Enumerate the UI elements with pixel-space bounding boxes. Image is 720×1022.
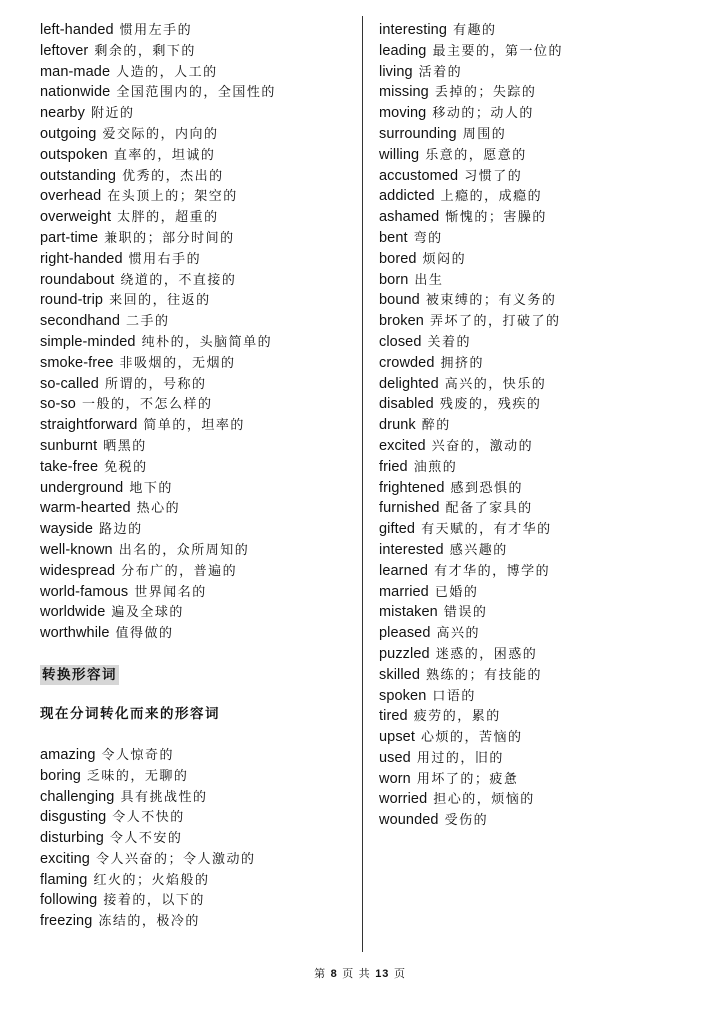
vocab-meaning: 接着的，以下的 [103,893,205,909]
vocab-entry [379,290,699,311]
vocab-meaning: 乐意的，愿意的 [425,147,527,163]
vocab-entry [379,124,699,145]
vocab-meaning: 心烦的，苦恼的 [420,730,523,746]
page-number: 8 [330,968,338,980]
vocab-meaning: 二手的 [126,314,170,330]
vocab-word: willing [379,146,420,163]
vocab-entry [40,911,355,932]
vocab-entry [40,745,355,766]
vocab-meaning: 用过的，旧的 [416,750,504,766]
vocab-word: excited [379,437,426,454]
vocab-word: pleased [379,625,431,642]
vocab-entry [379,810,699,831]
vocab-entry [379,478,699,499]
vocab-word: following [40,892,98,909]
vocab-entry [40,623,355,644]
vocab-word: roundabout [40,271,115,288]
vocab-meaning: 配备了家具的 [445,501,533,517]
vocab-word: bound [379,292,420,309]
vocab-meaning: 惯用左手的 [119,23,193,38]
vocab-word: puzzled [379,645,430,662]
vocab-entry [40,457,355,478]
vocab-word: overweight [40,209,112,226]
vocab-meaning: 丢掉的；失踪的 [434,85,537,101]
vocab-meaning: 世界闻名的 [134,584,207,600]
vocab-word: living [379,63,413,80]
vocab-meaning: 弯的 [413,230,443,246]
vocab-meaning: 绕道的，不直接的 [120,272,237,288]
footer-prefix: 第 [314,967,327,980]
vocab-word: right-handed [40,250,123,267]
section-heading: 转换形容词 [42,666,117,683]
vocab-meaning: 关着的 [427,334,472,350]
vocab-meaning: 弄坏了的，打破了的 [429,314,561,330]
vocab-entry [379,207,699,228]
vocab-entry [379,686,699,707]
vocab-meaning: 错误的 [443,605,488,621]
vocab-word: disgusting [40,809,107,826]
vocab-entry [379,394,699,415]
vocab-word: part-time [40,229,99,246]
vocab-meaning: 出生 [414,272,444,288]
vocab-word: boring [40,767,81,784]
vocab-entry [40,478,355,499]
vocab-word: spoken [379,687,427,704]
vocab-word: frightened [379,479,445,496]
vocab-word: accustomed [379,167,459,184]
vocab-word: drunk [379,417,416,434]
vocab-word: ashamed [379,209,440,226]
vocab-entry [379,623,699,644]
vocab-word: learned [379,562,429,579]
vocab-entry [40,145,355,166]
vocab-word: disabled [379,396,434,413]
right-column [379,20,699,831]
vocab-word: worn [379,770,411,787]
vocab-entry [379,374,699,395]
vocab-word: delighted [379,375,439,392]
vocab-word: crowded [379,354,435,371]
vocab-entry [379,498,699,519]
vocab-word: overhead [40,188,102,205]
vocab-entry [379,748,699,769]
vocab-meaning: 爱交际的，内向的 [102,126,219,142]
vocab-entry [40,270,355,291]
vocab-word: leftover [40,42,89,59]
vocab-entry [40,353,355,374]
vocab-word: disturbing [40,830,104,847]
vocab-word: outgoing [40,125,97,142]
vocab-word: exciting [40,850,90,867]
vocab-meaning: 已婚的 [434,584,479,600]
vocab-meaning: 所谓的，号称的 [104,376,207,392]
vocab-entry [379,789,699,810]
vocab-meaning: 用坏了的；疲惫 [416,771,519,787]
vocab-word: worried [379,791,428,808]
vocab-entry [40,103,355,124]
vocab-meaning: 令人不快的 [112,810,185,826]
vocab-meaning: 移动的；动人的 [432,106,534,122]
vocab-word: closed [379,333,422,350]
vocab-meaning: 熟练的；有技能的 [426,667,543,683]
vocab-meaning: 最主要的，第一位的 [432,43,563,59]
vocab-entry [379,727,699,748]
vocab-entry [40,540,355,561]
vocab-meaning: 路边的 [99,522,143,538]
vocab-meaning: 被束缚的；有义务的 [425,293,557,309]
vocab-meaning: 口语的 [432,688,476,704]
footer-middle: 页 共 [342,967,371,980]
vocab-entry [379,41,699,62]
vocab-entry [40,332,355,353]
vocab-meaning: 高兴的 [436,626,481,642]
vocab-entry [40,849,355,870]
vocab-word: flaming [40,871,88,888]
vocab-word: wayside [40,521,94,538]
vocab-meaning: 冻结的，极冷的 [98,914,200,930]
vocab-word: nearby [40,105,85,122]
vocab-entry [379,311,699,332]
vocab-meaning: 直率的，坦诚的 [113,147,216,163]
vocab-meaning: 值得做的 [115,626,174,642]
vocab-word: outstanding [40,167,117,184]
vocab-word: round-trip [40,292,104,309]
vocab-word: missing [379,84,429,101]
vocab-meaning: 烦闷的 [422,251,467,267]
vocab-entry [40,41,355,62]
vocab-entry [379,332,699,353]
vocab-word: worthwhile [40,625,110,642]
vocab-meaning: 乏味的，无聊的 [86,768,189,784]
vocab-entry [40,602,355,623]
vocab-entry [379,540,699,561]
vocab-meaning: 优秀的，杰出的 [122,168,224,184]
vocab-meaning: 有才华的，博学的 [434,563,551,579]
vocab-meaning: 分布广的，普遍的 [121,563,238,579]
vocab-word: take-free [40,458,99,475]
vocab-entry [379,228,699,249]
vocab-word: bored [379,250,417,267]
vocab-entry [40,311,355,332]
vocab-entry [40,787,355,808]
vocab-entry [379,706,699,727]
vocab-entry [40,290,355,311]
vocab-word: skilled [379,666,420,683]
vocab-meaning: 上瘾的，成瘾的 [440,189,543,205]
vocab-entry [379,561,699,582]
sub-heading: 现在分词转化而来的形容词 [40,705,220,722]
vocab-word: fried [379,458,408,475]
vocab-word: sunburnt [40,437,98,454]
vocab-word: leading [379,42,427,59]
vocab-entry [379,249,699,270]
vocab-entry [379,644,699,665]
vocab-word: smoke-free [40,354,114,371]
vocab-meaning: 太胖的，超重的 [117,210,219,226]
vocab-entry [379,519,699,540]
vocab-entry [40,828,355,849]
vocab-meaning: 遍及全球的 [111,605,184,621]
vocab-meaning: 惯用右手的 [128,251,202,267]
vocab-word: moving [379,105,427,122]
vocab-meaning: 出名的，众所周知的 [118,542,250,558]
vocab-meaning: 高兴的，快乐的 [444,376,547,392]
vocab-meaning: 地下的 [129,480,173,496]
vocab-meaning: 全国范围内的，全国性的 [116,85,276,101]
vocab-entry [40,582,355,603]
vocab-meaning: 简单的，坦率的 [143,418,245,434]
vocab-meaning: 受伤的 [444,813,489,829]
vocab-meaning: 有趣的 [453,23,497,38]
vocab-word: addicted [379,188,435,205]
vocab-entry [379,457,699,478]
vocab-meaning: 残废的，残疾的 [439,397,542,413]
vocab-entry [379,353,699,374]
vocab-entry [40,807,355,828]
vocab-word: used [379,749,411,766]
vocab-entry [40,498,355,519]
vocab-word: so-called [40,375,99,392]
vocab-word: wounded [379,812,439,829]
vocab-list-right [379,20,699,831]
vocab-meaning: 非吸烟的，无烟的 [119,355,236,371]
vocab-word: amazing [40,746,96,763]
vocab-word: nationwide [40,84,111,101]
footer-suffix: 页 [393,967,406,980]
vocab-entry [379,82,699,103]
vocab-entry [379,602,699,623]
vocab-word: interesting [379,22,447,38]
vocab-entry [379,436,699,457]
vocab-word: left-handed [40,22,114,38]
vocab-entry [379,415,699,436]
vocab-word: married [379,583,429,600]
vocab-word: outspoken [40,146,108,163]
vocab-entry [40,207,355,228]
vocab-word: well-known [40,541,113,558]
vocab-entry [379,62,699,83]
vocab-word: simple-minded [40,333,136,350]
vocab-entry [40,766,355,787]
vocab-entry [379,582,699,603]
vocab-word: interested [379,541,444,558]
vocab-meaning: 纯朴的，头脑简单的 [141,334,273,350]
vocab-entry [379,20,699,41]
vocab-word: world-famous [40,583,129,600]
vocab-word: gifted [379,521,416,538]
vocab-word: man-made [40,63,111,80]
vocab-entry [379,166,699,187]
vocab-meaning: 兴奋的，激动的 [431,438,534,454]
vocab-meaning: 担心的，烦恼的 [433,792,535,808]
vocab-meaning: 免税的 [104,459,148,475]
vocab-meaning: 拥挤的 [440,355,485,371]
vocab-entry [40,124,355,145]
vocab-list-present-participle-adjectives [40,745,355,932]
page-total: 13 [375,968,390,980]
vocab-word: warm-hearted [40,500,131,517]
vocab-meaning: 活着的 [418,64,463,80]
vocab-meaning: 人造的，人工的 [116,64,218,80]
vocab-word: widespread [40,562,116,579]
vocab-meaning: 剩余的，剩下的 [94,43,196,59]
vocab-meaning: 热心的 [136,501,181,517]
vocab-word: surrounding [379,125,457,142]
vocab-entry [40,394,355,415]
vocab-meaning: 晒黑的 [103,438,147,454]
vocab-word: worldwide [40,604,106,621]
vocab-meaning: 一般的，不怎么样的 [81,397,213,413]
vocab-list-compound-adjectives [40,20,355,644]
vocab-meaning: 令人不安的 [109,831,183,847]
vocab-word: furnished [379,500,440,517]
vocab-word: upset [379,729,415,746]
vocab-entry [40,82,355,103]
vocab-entry [40,561,355,582]
vocab-meaning: 具有挑战性的 [120,789,208,805]
vocab-word: tired [379,708,408,725]
vocab-meaning: 兼职的；部分时间的 [104,230,235,246]
vocab-word: challenging [40,788,115,805]
vocab-entry [379,769,699,790]
vocab-meaning: 迷惑的，困惑的 [435,646,538,662]
vocab-meaning: 令人惊奇的 [101,747,175,763]
vocab-meaning: 有天赋的，有才华的 [421,522,552,538]
vocab-meaning: 感到恐惧的 [450,480,524,496]
vocab-entry [40,249,355,270]
vocab-entry [379,270,699,291]
vocab-entry [379,186,699,207]
vocab-meaning: 习惯了的 [464,168,523,184]
vocab-word: born [379,271,409,288]
vocab-entry [379,665,699,686]
vocab-word: broken [379,313,424,330]
vocab-word: secondhand [40,313,121,330]
vocab-entry [40,519,355,540]
vocab-word: bent [379,229,408,246]
vocab-meaning: 红火的；火焰般的 [93,872,210,888]
vocab-word: so-so [40,396,76,413]
vocab-meaning: 惭愧的；害臊的 [445,210,547,226]
vocab-meaning: 油煎的 [413,459,458,475]
vocab-meaning: 来回的，往返的 [109,293,211,309]
vocab-meaning: 醉的 [421,418,451,434]
vocab-meaning: 疲劳的，累的 [413,709,501,725]
vocab-entry [40,415,355,436]
vocab-entry [40,186,355,207]
vocab-meaning: 附近的 [90,106,135,122]
vocab-entry [40,890,355,911]
vocab-entry [40,166,355,187]
vocab-entry [40,62,355,83]
vocab-entry [40,870,355,891]
vocab-word: straightforward [40,417,138,434]
column-divider [362,16,363,952]
vocab-entry [40,20,355,41]
vocab-meaning: 感兴趣的 [449,542,508,558]
vocab-meaning: 令人兴奋的；令人激动的 [95,851,256,867]
vocab-word: freezing [40,913,93,930]
vocab-word: mistaken [379,604,438,621]
vocab-entry [40,436,355,457]
vocab-entry [40,374,355,395]
left-column [40,20,355,932]
page-footer [0,965,720,981]
vocab-meaning: 在头顶上的；架空的 [107,189,238,205]
vocab-meaning: 周围的 [462,126,507,142]
vocab-word: underground [40,479,124,496]
vocab-entry [379,103,699,124]
vocab-entry [40,228,355,249]
vocab-entry [379,145,699,166]
